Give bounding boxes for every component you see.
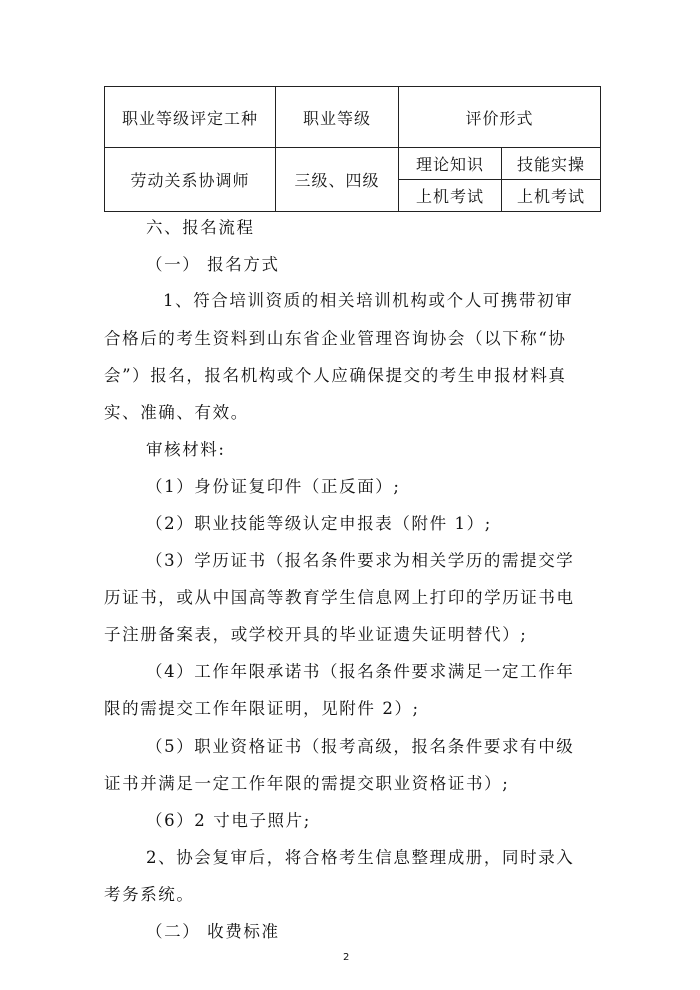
paragraph-line: 会”）报名，报名机构或个人应确保提交的考生申报材料真: [104, 366, 567, 385]
paragraph-line: 考务系统。: [104, 885, 195, 904]
list-item: （3）学历证书（报名条件要求为相关学历的需提交学: [146, 551, 575, 570]
cell-skill-mode: 上机考试: [502, 180, 601, 212]
cell-trade: 劳动关系协调师: [105, 148, 276, 212]
list-item-continued: 子注册备案表，或学校开具的毕业证遗失证明替代）;: [104, 625, 528, 644]
table-row: [105, 148, 601, 180]
header-evaluation: 评价形式: [399, 87, 601, 148]
review-heading: 审核材料:: [146, 440, 226, 459]
list-item-continued: 限的需提交工作年限证明，见附件 2）;: [104, 699, 420, 718]
grade-table: [104, 86, 601, 212]
section-heading: 六、报名流程: [146, 218, 255, 237]
header-level: 职业等级: [276, 87, 399, 148]
list-item: （4）工作年限承诺书（报名条件要求满足一定工作年: [146, 662, 575, 681]
paragraph-line: 2、协会复审后，将合格考生信息整理成册，同时录入: [146, 848, 575, 867]
list-item: （5）职业资格证书（报考高级，报名条件要求有中级: [146, 737, 575, 756]
list-item-continued: 证书并满足一定工作年限的需提交职业资格证书）;: [104, 774, 510, 793]
cell-skill: 技能实操: [502, 148, 601, 180]
cell-theory-mode: 上机考试: [399, 180, 502, 212]
header-trade: 职业等级评定工种: [105, 87, 276, 148]
cell-levels: 三级、四级: [276, 148, 399, 212]
cell-theory: 理论知识: [399, 148, 502, 180]
list-item: （6）2 寸电子照片;: [146, 811, 311, 830]
list-item: （2）职业技能等级认定申报表（附件 1）;: [146, 514, 492, 533]
subsection-heading: （一） 报名方式: [146, 255, 280, 274]
paragraph-line: 1、符合培训资质的相关培训机构或个人可携带初审: [163, 291, 574, 310]
page-number: 2: [343, 952, 350, 963]
list-item: （1）身份证复印件（正反面）;: [146, 477, 401, 496]
paragraph-line: 实、准确、有效。: [104, 403, 249, 422]
paragraph-line: 合格后的考生资料到山东省企业管理咨询协会（以下称“协: [104, 329, 567, 348]
list-item-continued: 历证书，或从中国高等教育学生信息网上打印的学历证书电: [104, 588, 575, 607]
table-header-row: [105, 87, 601, 148]
subsection-heading: （二） 收费标准: [146, 922, 280, 941]
